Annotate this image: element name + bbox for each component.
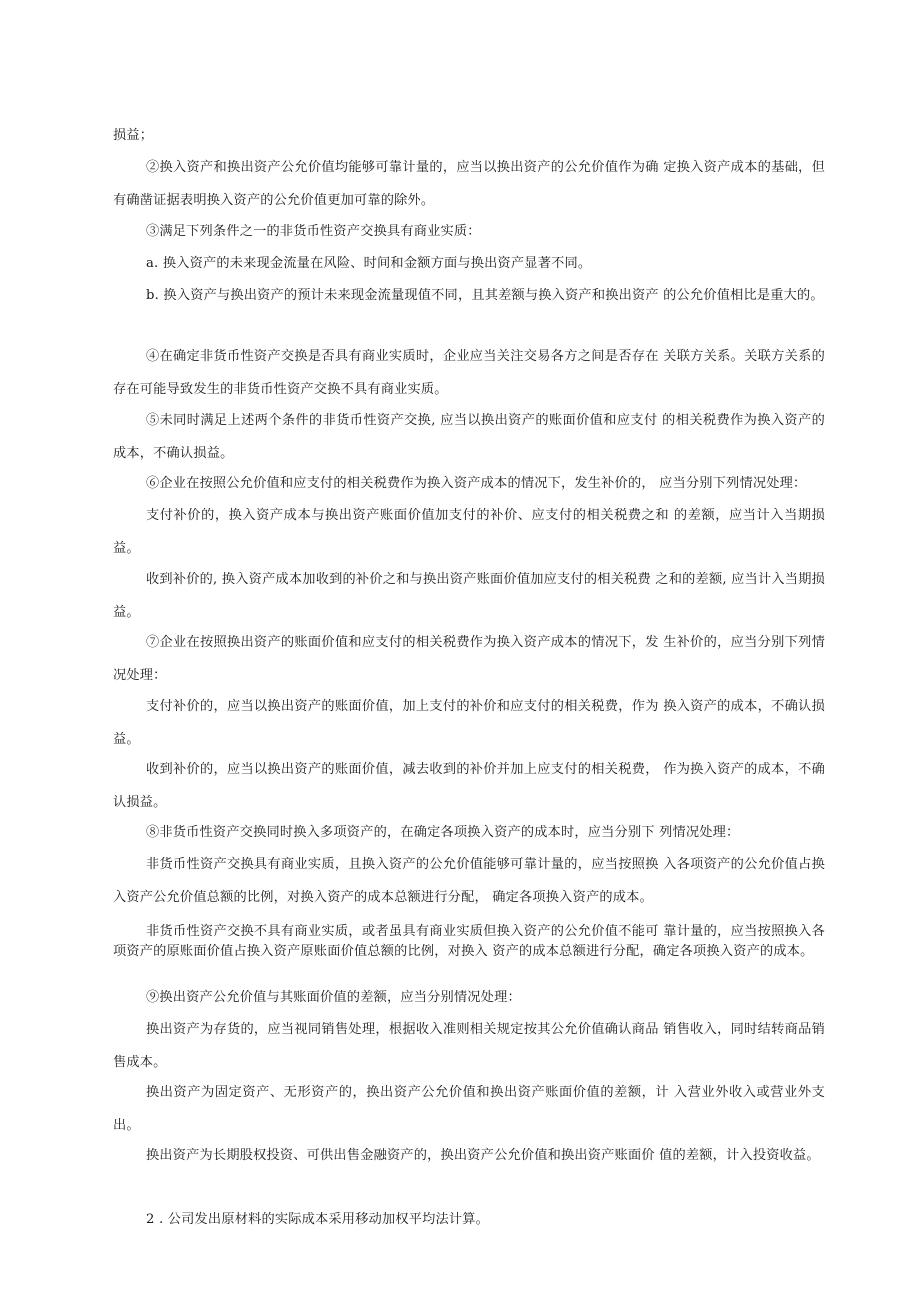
paragraph-2: ②换入资产和换出资产公允价值均能够可靠计量的，应当以换出资产的公允价值作为确 定换入资产成本的基础，但有确凿证据表明换入资产的公允价值更加可靠的除外。 xyxy=(113,160,825,209)
paragraph-12: 支付补价的，应当以换出资产的账面价值，加上支付的补价和应支付的相关税费，作为 换入资产的成本，不确认损益。 xyxy=(113,699,825,748)
paragraph-19: 换出资产为固定资产、无形资产的，换出资产公允价值和换出资产账面价值的差额，计 入营业外收入或营业外支出。 xyxy=(113,1085,825,1134)
paragraph-17: ⑨换出资产公允价值与其账面价值的差额，应当分别情况处理： xyxy=(146,990,521,1006)
paragraph-4: a. 换入资产的未来现金流量在风险、时间和金额方面与换出资产显著不同。 xyxy=(146,256,592,272)
paragraph-18: 换出资产为存货的，应当视同销售处理，根据收入准则相关规定按其公允价值确认商品 销售收入，同时结转商品销售成本。 xyxy=(113,1022,825,1071)
paragraph-9: 支付补价的，换入资产成本与换出资产账面价值加支付的补价、应支付的相关税费之和 的差额，应当计入当期损益。 xyxy=(113,508,825,557)
paragraph-21: 2 . 公司发出原材料的实际成本采用移动加权平均法计算。 xyxy=(146,1212,490,1228)
paragraph-14: ⑧非货币性资产交换同时换入多项资产的，在确定各项换入资产的成本时，应当分别下 列情况处理： xyxy=(146,825,740,841)
paragraph-8: ⑥企业在按照公允价值和应支付的相关税费作为换入资产成本的情况下，发生补价的， 应当分别下列情况处理： xyxy=(146,476,807,492)
paragraph-6: ④在确定非货币性资产交换是否具有商业实质时，企业应当关注交易各方之间是否存在 关联方关系。关联方关系的存在可能导致发生的非货币性资产交换不具有商业实质。 xyxy=(113,349,825,398)
paragraph-11: ⑦企业在按照换出资产的账面价值和应支付的相关税费作为换入资产成本的情况下，发 生补价的，应当分别下列情况处理： xyxy=(113,635,825,684)
paragraph-16: 非货币性资产交换不具有商业实质，或者虽具有商业实质但换入资产的公允价值不能可 靠计量的，应当按照换入各项资产的原账面价值占换入资产原账面价值总额的比例，对换入 资产的成本总额进行分配，确定各项换入资产的成本。 xyxy=(113,924,825,960)
paragraph-20: 换出资产为长期股权投资、可供出售金融资产的，换出资产公允价值和换出资产账面价 值的差额，计入投资收益。 xyxy=(146,1148,820,1164)
paragraph-15: 非货币性资产交换具有商业实质，且换入资产的公允价值能够可靠计量的，应当按照换 入各项资产的公允价值占换入资产公允价值总额的比例，对换入资产的成本总额进行分配， 确定各项换入资产的成本。 xyxy=(113,857,825,906)
paragraph-1: 损益； xyxy=(113,128,154,144)
paragraph-13: 收到补价的，应当以换出资产的账面价值，减去收到的补价并加上应支付的相关税费， 作为换入资产的成本，不确认损益。 xyxy=(113,762,825,811)
paragraph-10: 收到补价的, 换入资产成本加收到的补价之和与换出资产账面价值加应支付的相关税费 之和的差额, 应当计入当期损益。 xyxy=(113,572,825,621)
paragraph-3: ③满足下列条件之一的非货币性资产交换具有商业实质： xyxy=(146,224,481,240)
paragraph-7: ⑤未同时满足上述两个条件的非货币性资产交换, 应当以换出资产的账面价值和应支付 的相关税费作为换入资产的成本，不确认损益。 xyxy=(113,413,825,462)
paragraph-5: b. 换入资产与换出资产的预计未来现金流量现值不同，且其差额与换入资产和换出资产 的公允价值相比是重大的。 xyxy=(146,288,824,304)
